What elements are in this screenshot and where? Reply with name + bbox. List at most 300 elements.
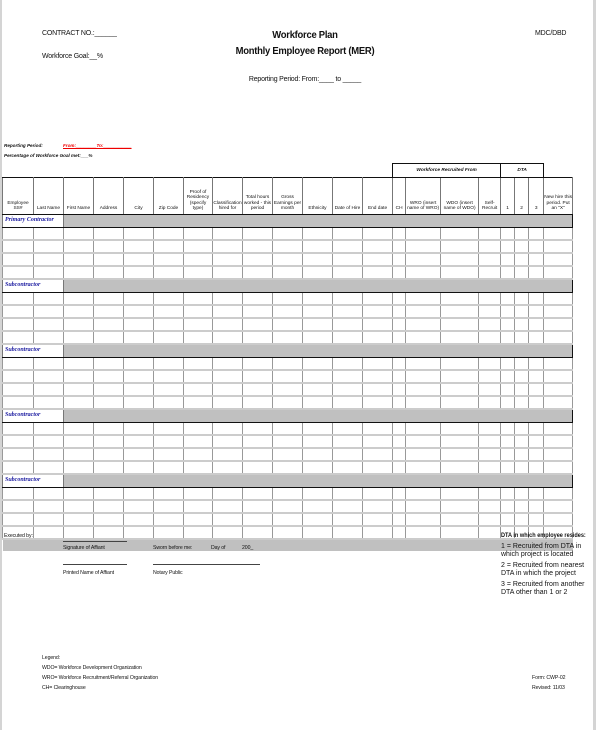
- table-cell[interactable]: [544, 228, 573, 241]
- table-cell[interactable]: [243, 435, 273, 448]
- table-cell[interactable]: [124, 253, 154, 266]
- table-cell[interactable]: [529, 370, 544, 383]
- table-cell[interactable]: [184, 253, 213, 266]
- table-cell[interactable]: [333, 331, 363, 344]
- table-cell[interactable]: [184, 305, 213, 318]
- table-cell[interactable]: [393, 253, 406, 266]
- table-cell[interactable]: [406, 253, 441, 266]
- table-cell[interactable]: [363, 435, 393, 448]
- table-cell[interactable]: [441, 500, 479, 513]
- table-cell[interactable]: [243, 461, 273, 474]
- table-cell[interactable]: [393, 331, 406, 344]
- table-cell[interactable]: [273, 513, 303, 526]
- table-cell[interactable]: [441, 240, 479, 253]
- table-cell[interactable]: [213, 253, 243, 266]
- table-cell[interactable]: [3, 318, 34, 331]
- table-cell[interactable]: [479, 318, 501, 331]
- table-cell[interactable]: [393, 266, 406, 279]
- table-cell[interactable]: [406, 358, 441, 371]
- table-cell[interactable]: [273, 435, 303, 448]
- table-cell[interactable]: [544, 500, 573, 513]
- table-cell[interactable]: [479, 305, 501, 318]
- table-cell[interactable]: [363, 305, 393, 318]
- table-cell[interactable]: [406, 396, 441, 409]
- table-cell[interactable]: [213, 500, 243, 513]
- table-cell[interactable]: [64, 396, 94, 409]
- table-cell[interactable]: [64, 513, 94, 526]
- table-cell[interactable]: [544, 370, 573, 383]
- table-cell[interactable]: [333, 318, 363, 331]
- table-cell[interactable]: [273, 488, 303, 501]
- table-cell[interactable]: [441, 383, 479, 396]
- table-cell[interactable]: [333, 293, 363, 306]
- table-cell[interactable]: [363, 513, 393, 526]
- table-cell[interactable]: [441, 370, 479, 383]
- table-cell[interactable]: [94, 500, 124, 513]
- table-cell[interactable]: [184, 500, 213, 513]
- table-cell[interactable]: [333, 435, 363, 448]
- table-cell[interactable]: [3, 358, 34, 371]
- table-cell[interactable]: [479, 228, 501, 241]
- table-cell[interactable]: [273, 358, 303, 371]
- table-cell[interactable]: [529, 500, 544, 513]
- table-cell[interactable]: [34, 331, 64, 344]
- table-cell[interactable]: [479, 331, 501, 344]
- table-cell[interactable]: [363, 240, 393, 253]
- table-cell[interactable]: [515, 253, 529, 266]
- table-cell[interactable]: [124, 423, 154, 436]
- table-cell[interactable]: [529, 331, 544, 344]
- table-cell[interactable]: [64, 318, 94, 331]
- table-cell[interactable]: [479, 461, 501, 474]
- table-cell[interactable]: [544, 383, 573, 396]
- table-cell[interactable]: [303, 423, 333, 436]
- table-cell[interactable]: [3, 396, 34, 409]
- table-cell[interactable]: [544, 513, 573, 526]
- table-cell[interactable]: [243, 253, 273, 266]
- table-cell[interactable]: [34, 448, 64, 461]
- table-cell[interactable]: [243, 448, 273, 461]
- table-cell[interactable]: [243, 500, 273, 513]
- table-cell[interactable]: [94, 293, 124, 306]
- table-cell[interactable]: [3, 228, 34, 241]
- table-cell[interactable]: [154, 396, 184, 409]
- table-cell[interactable]: [64, 331, 94, 344]
- table-cell[interactable]: [64, 358, 94, 371]
- table-cell[interactable]: [441, 331, 479, 344]
- table-cell[interactable]: [213, 305, 243, 318]
- table-cell[interactable]: [406, 370, 441, 383]
- table-cell[interactable]: [479, 448, 501, 461]
- table-cell[interactable]: [363, 500, 393, 513]
- table-cell[interactable]: [34, 488, 64, 501]
- table-cell[interactable]: [243, 331, 273, 344]
- table-cell[interactable]: [363, 266, 393, 279]
- table-cell[interactable]: [501, 488, 515, 501]
- table-cell[interactable]: [34, 253, 64, 266]
- table-cell[interactable]: [333, 488, 363, 501]
- table-cell[interactable]: [273, 228, 303, 241]
- table-cell[interactable]: [64, 383, 94, 396]
- table-cell[interactable]: [501, 461, 515, 474]
- table-cell[interactable]: [303, 253, 333, 266]
- table-cell[interactable]: [154, 331, 184, 344]
- table-cell[interactable]: [406, 240, 441, 253]
- table-cell[interactable]: [3, 305, 34, 318]
- table-cell[interactable]: [479, 526, 501, 539]
- table-cell[interactable]: [303, 228, 333, 241]
- table-cell[interactable]: [393, 383, 406, 396]
- table-cell[interactable]: [363, 318, 393, 331]
- table-cell[interactable]: [544, 253, 573, 266]
- table-cell[interactable]: [124, 318, 154, 331]
- table-cell[interactable]: [94, 228, 124, 241]
- table-cell[interactable]: [441, 305, 479, 318]
- table-cell[interactable]: [501, 228, 515, 241]
- table-cell[interactable]: [273, 253, 303, 266]
- table-cell[interactable]: [363, 461, 393, 474]
- table-cell[interactable]: [441, 253, 479, 266]
- table-cell[interactable]: [303, 435, 333, 448]
- table-cell[interactable]: [363, 448, 393, 461]
- table-cell[interactable]: [529, 383, 544, 396]
- table-cell[interactable]: [213, 461, 243, 474]
- table-cell[interactable]: [213, 448, 243, 461]
- table-cell[interactable]: [124, 500, 154, 513]
- table-cell[interactable]: [64, 305, 94, 318]
- table-cell[interactable]: [213, 526, 243, 539]
- table-cell[interactable]: [34, 266, 64, 279]
- table-cell[interactable]: [154, 266, 184, 279]
- table-cell[interactable]: [213, 228, 243, 241]
- table-cell[interactable]: [184, 396, 213, 409]
- table-cell[interactable]: [273, 370, 303, 383]
- table-cell[interactable]: [64, 228, 94, 241]
- table-cell[interactable]: [124, 448, 154, 461]
- table-cell[interactable]: [243, 526, 273, 539]
- table-cell[interactable]: [303, 331, 333, 344]
- table-cell[interactable]: [124, 396, 154, 409]
- table-cell[interactable]: [393, 318, 406, 331]
- table-cell[interactable]: [303, 488, 333, 501]
- table-cell[interactable]: [213, 423, 243, 436]
- table-cell[interactable]: [184, 266, 213, 279]
- table-cell[interactable]: [515, 396, 529, 409]
- table-cell[interactable]: [544, 488, 573, 501]
- table-cell[interactable]: [34, 318, 64, 331]
- table-cell[interactable]: [243, 383, 273, 396]
- table-cell[interactable]: [515, 266, 529, 279]
- table-cell[interactable]: [333, 305, 363, 318]
- table-cell[interactable]: [124, 293, 154, 306]
- table-cell[interactable]: [544, 305, 573, 318]
- table-cell[interactable]: [94, 513, 124, 526]
- table-cell[interactable]: [544, 358, 573, 371]
- table-cell[interactable]: [303, 526, 333, 539]
- table-cell[interactable]: [3, 423, 34, 436]
- table-cell[interactable]: [273, 396, 303, 409]
- table-cell[interactable]: [544, 240, 573, 253]
- table-cell[interactable]: [515, 423, 529, 436]
- table-cell[interactable]: [124, 240, 154, 253]
- table-cell[interactable]: [441, 358, 479, 371]
- table-cell[interactable]: [393, 358, 406, 371]
- table-cell[interactable]: [64, 461, 94, 474]
- table-cell[interactable]: [303, 500, 333, 513]
- table-cell[interactable]: [64, 240, 94, 253]
- table-cell[interactable]: [333, 383, 363, 396]
- table-cell[interactable]: [501, 513, 515, 526]
- table-cell[interactable]: [441, 318, 479, 331]
- table-cell[interactable]: [3, 253, 34, 266]
- table-cell[interactable]: [441, 448, 479, 461]
- table-cell[interactable]: [303, 358, 333, 371]
- table-cell[interactable]: [529, 253, 544, 266]
- table-cell[interactable]: [64, 488, 94, 501]
- table-cell[interactable]: [406, 305, 441, 318]
- table-cell[interactable]: [64, 293, 94, 306]
- table-cell[interactable]: [501, 240, 515, 253]
- table-cell[interactable]: [34, 435, 64, 448]
- table-cell[interactable]: [3, 331, 34, 344]
- table-cell[interactable]: [393, 240, 406, 253]
- table-cell[interactable]: [34, 293, 64, 306]
- table-cell[interactable]: [273, 305, 303, 318]
- table-cell[interactable]: [154, 423, 184, 436]
- table-cell[interactable]: [213, 293, 243, 306]
- table-cell[interactable]: [393, 513, 406, 526]
- table-cell[interactable]: [303, 383, 333, 396]
- table-cell[interactable]: [243, 423, 273, 436]
- table-cell[interactable]: [34, 461, 64, 474]
- table-cell[interactable]: [64, 253, 94, 266]
- table-cell[interactable]: [94, 370, 124, 383]
- table-cell[interactable]: [303, 305, 333, 318]
- table-cell[interactable]: [94, 253, 124, 266]
- table-cell[interactable]: [34, 240, 64, 253]
- table-cell[interactable]: [273, 526, 303, 539]
- table-cell[interactable]: [184, 228, 213, 241]
- table-cell[interactable]: [393, 396, 406, 409]
- table-cell[interactable]: [333, 448, 363, 461]
- table-cell[interactable]: [441, 488, 479, 501]
- table-cell[interactable]: [243, 396, 273, 409]
- table-cell[interactable]: [406, 435, 441, 448]
- table-cell[interactable]: [184, 293, 213, 306]
- table-cell[interactable]: [3, 383, 34, 396]
- table-cell[interactable]: [363, 228, 393, 241]
- table-cell[interactable]: [479, 240, 501, 253]
- table-cell[interactable]: [303, 293, 333, 306]
- table-cell[interactable]: [243, 293, 273, 306]
- table-cell[interactable]: [124, 488, 154, 501]
- table-cell[interactable]: [184, 240, 213, 253]
- table-cell[interactable]: [544, 266, 573, 279]
- table-cell[interactable]: [94, 526, 124, 539]
- table-cell[interactable]: [34, 370, 64, 383]
- table-cell[interactable]: [303, 448, 333, 461]
- table-cell[interactable]: [94, 331, 124, 344]
- table-cell[interactable]: [441, 526, 479, 539]
- table-cell[interactable]: [124, 305, 154, 318]
- table-cell[interactable]: [124, 461, 154, 474]
- table-cell[interactable]: [243, 370, 273, 383]
- table-cell[interactable]: [406, 488, 441, 501]
- table-cell[interactable]: [393, 293, 406, 306]
- table-cell[interactable]: [94, 488, 124, 501]
- table-cell[interactable]: [529, 488, 544, 501]
- table-cell[interactable]: [441, 423, 479, 436]
- table-cell[interactable]: [406, 331, 441, 344]
- table-cell[interactable]: [406, 228, 441, 241]
- table-cell[interactable]: [154, 513, 184, 526]
- table-cell[interactable]: [213, 266, 243, 279]
- table-cell[interactable]: [501, 423, 515, 436]
- table-cell[interactable]: [94, 240, 124, 253]
- table-cell[interactable]: [3, 293, 34, 306]
- table-cell[interactable]: [243, 513, 273, 526]
- table-cell[interactable]: [363, 331, 393, 344]
- table-cell[interactable]: [501, 448, 515, 461]
- table-cell[interactable]: [441, 228, 479, 241]
- table-cell[interactable]: [333, 266, 363, 279]
- table-cell[interactable]: [213, 513, 243, 526]
- table-cell[interactable]: [393, 448, 406, 461]
- table-cell[interactable]: [124, 526, 154, 539]
- table-cell[interactable]: [406, 513, 441, 526]
- table-cell[interactable]: [363, 358, 393, 371]
- table-cell[interactable]: [363, 293, 393, 306]
- table-cell[interactable]: [501, 500, 515, 513]
- table-cell[interactable]: [501, 305, 515, 318]
- table-cell[interactable]: [406, 266, 441, 279]
- table-cell[interactable]: [479, 396, 501, 409]
- table-cell[interactable]: [34, 383, 64, 396]
- table-cell[interactable]: [479, 488, 501, 501]
- table-cell[interactable]: [3, 500, 34, 513]
- table-cell[interactable]: [515, 318, 529, 331]
- table-cell[interactable]: [529, 435, 544, 448]
- table-cell[interactable]: [243, 305, 273, 318]
- table-cell[interactable]: [393, 423, 406, 436]
- table-cell[interactable]: [515, 358, 529, 371]
- table-cell[interactable]: [3, 461, 34, 474]
- table-cell[interactable]: [515, 305, 529, 318]
- table-cell[interactable]: [154, 293, 184, 306]
- table-cell[interactable]: [94, 266, 124, 279]
- table-cell[interactable]: [124, 370, 154, 383]
- table-cell[interactable]: [243, 240, 273, 253]
- table-cell[interactable]: [124, 331, 154, 344]
- table-cell[interactable]: [213, 331, 243, 344]
- table-cell[interactable]: [406, 318, 441, 331]
- table-cell[interactable]: [363, 383, 393, 396]
- table-cell[interactable]: [501, 358, 515, 371]
- table-cell[interactable]: [529, 423, 544, 436]
- table-cell[interactable]: [3, 370, 34, 383]
- table-cell[interactable]: [303, 240, 333, 253]
- table-cell[interactable]: [515, 293, 529, 306]
- table-cell[interactable]: [406, 383, 441, 396]
- table-cell[interactable]: [184, 435, 213, 448]
- table-cell[interactable]: [529, 318, 544, 331]
- table-cell[interactable]: [393, 526, 406, 539]
- table-cell[interactable]: [94, 435, 124, 448]
- table-cell[interactable]: [406, 500, 441, 513]
- table-cell[interactable]: [406, 293, 441, 306]
- table-cell[interactable]: [273, 240, 303, 253]
- table-cell[interactable]: [529, 293, 544, 306]
- table-cell[interactable]: [213, 396, 243, 409]
- table-cell[interactable]: [94, 396, 124, 409]
- table-cell[interactable]: [34, 396, 64, 409]
- table-cell[interactable]: [529, 448, 544, 461]
- table-cell[interactable]: [273, 500, 303, 513]
- table-cell[interactable]: [64, 370, 94, 383]
- table-cell[interactable]: [154, 448, 184, 461]
- table-cell[interactable]: [441, 396, 479, 409]
- table-cell[interactable]: [515, 370, 529, 383]
- table-cell[interactable]: [363, 526, 393, 539]
- table-cell[interactable]: [154, 240, 184, 253]
- table-cell[interactable]: [441, 293, 479, 306]
- table-cell[interactable]: [479, 423, 501, 436]
- table-cell[interactable]: [34, 513, 64, 526]
- table-cell[interactable]: [333, 526, 363, 539]
- table-cell[interactable]: [479, 383, 501, 396]
- table-cell[interactable]: [333, 500, 363, 513]
- table-cell[interactable]: [515, 513, 529, 526]
- table-cell[interactable]: [184, 526, 213, 539]
- table-cell[interactable]: [213, 383, 243, 396]
- table-cell[interactable]: [124, 266, 154, 279]
- table-cell[interactable]: [154, 461, 184, 474]
- table-cell[interactable]: [529, 240, 544, 253]
- table-cell[interactable]: [529, 358, 544, 371]
- table-cell[interactable]: [393, 461, 406, 474]
- table-cell[interactable]: [184, 358, 213, 371]
- table-cell[interactable]: [363, 370, 393, 383]
- table-cell[interactable]: [213, 318, 243, 331]
- table-cell[interactable]: [333, 513, 363, 526]
- table-cell[interactable]: [333, 461, 363, 474]
- table-cell[interactable]: [515, 488, 529, 501]
- table-cell[interactable]: [34, 228, 64, 241]
- table-cell[interactable]: [501, 383, 515, 396]
- table-cell[interactable]: [406, 526, 441, 539]
- table-cell[interactable]: [515, 331, 529, 344]
- table-cell[interactable]: [34, 500, 64, 513]
- table-cell[interactable]: [154, 500, 184, 513]
- table-cell[interactable]: [34, 526, 64, 539]
- table-cell[interactable]: [64, 435, 94, 448]
- table-cell[interactable]: [64, 526, 94, 539]
- table-cell[interactable]: [273, 293, 303, 306]
- table-cell[interactable]: [3, 435, 34, 448]
- table-cell[interactable]: [213, 240, 243, 253]
- table-cell[interactable]: [303, 513, 333, 526]
- table-cell[interactable]: [3, 240, 34, 253]
- table-cell[interactable]: [243, 488, 273, 501]
- table-cell[interactable]: [393, 435, 406, 448]
- table-cell[interactable]: [243, 266, 273, 279]
- table-cell[interactable]: [64, 423, 94, 436]
- table-cell[interactable]: [154, 488, 184, 501]
- table-cell[interactable]: [243, 318, 273, 331]
- table-cell[interactable]: [529, 266, 544, 279]
- table-cell[interactable]: [94, 461, 124, 474]
- table-cell[interactable]: [393, 370, 406, 383]
